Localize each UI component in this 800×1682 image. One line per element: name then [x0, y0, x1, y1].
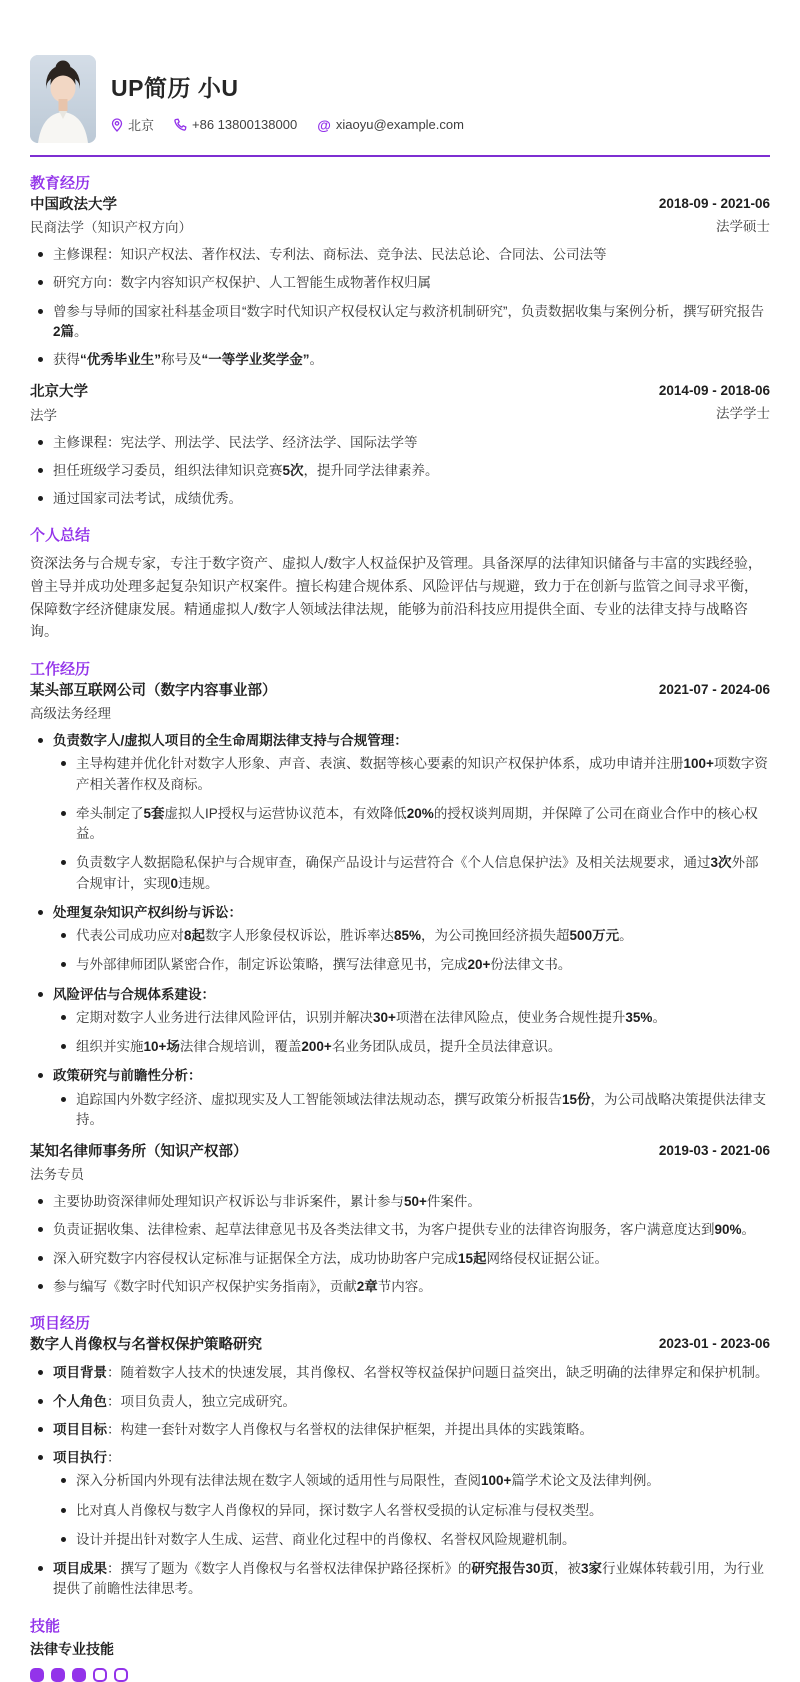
skill-level-dot — [30, 1668, 44, 1682]
education-section-title: 教育经历 — [30, 175, 91, 192]
bullet-text: 。 — [619, 928, 633, 944]
bullet-emphasis: 35% — [625, 1009, 653, 1025]
bullet-item — [30, 433, 770, 453]
skill-items — [30, 1639, 770, 1682]
bullet-text: 。 — [309, 352, 323, 368]
bullet-text: 负责数字人数据隐私保护与合规审查，确保产品设计与运营符合《个人信息保护法》及相关法规要求，通过 — [76, 855, 711, 871]
bullet-text: 比对真人肖像权与数字人肖像权的异同，探讨数字人名誉权受损的认定标准与侵权类型。 — [76, 1502, 603, 1518]
bullet-text: 的授权谈判周期，并保障了公司在商业合作中的核心权益。 — [76, 805, 758, 842]
bullet-text: 虚拟人IP授权与运营协议范本，有效降低 — [164, 805, 407, 821]
skill-level-dot — [72, 1668, 86, 1682]
bullet-list — [30, 731, 770, 1130]
bullet-emphasis: 个人角色 — [53, 1393, 107, 1409]
bullet-text: ，提升同学法律素养。 — [303, 462, 439, 478]
role-title: 法学 — [30, 407, 57, 423]
bullet-item — [53, 1530, 770, 1550]
bullet-text: 。 — [741, 1222, 756, 1238]
candidate-name: UP简历 小U — [111, 75, 239, 101]
bullet-item — [30, 1448, 770, 1468]
bullet-emphasis: 200+ — [301, 1039, 332, 1055]
entry — [30, 682, 770, 1130]
bullet-text: ，为公司战略决策提供法律支持。 — [76, 1091, 767, 1127]
entry-head-left — [30, 1143, 248, 1183]
skill-level-dot — [93, 1668, 107, 1682]
bullet-text: 件案件。 — [426, 1194, 481, 1210]
bullet-item — [30, 1220, 770, 1240]
bullet-item — [30, 1066, 770, 1086]
bullet-emphasis: 15起 — [458, 1250, 487, 1266]
bullet-text: 。 — [74, 323, 88, 339]
bullet-item — [53, 1008, 770, 1028]
location-pin-icon — [111, 118, 123, 132]
bullet-text: 法律合规培训，覆盖 — [179, 1039, 302, 1055]
bullet-text: 曾参与导师的国家社科基金项目“数字时代知识产权侵权认定与救济机制研究”，负责数据收集与案例分析，撰写研究报告 — [53, 303, 764, 319]
bullet-emphasis: 20% — [406, 805, 434, 821]
bullet-text: ，被 — [554, 1561, 582, 1577]
bullet-emphasis: 100+ — [683, 756, 714, 772]
bullet-emphasis: 研究报告30页 — [471, 1561, 555, 1577]
bullet-item — [30, 1249, 770, 1269]
skill-level-dots — [30, 1668, 770, 1682]
bullet-emphasis: 政策研究与前瞻性分析： — [53, 1068, 202, 1084]
bullet-item — [30, 461, 770, 481]
section-summary — [30, 524, 770, 643]
degree-label: 法学硕士 — [716, 218, 770, 234]
bullet-text: ：撰写了题为《数字人肖像权与名誉权法律保护路径探析》的 — [107, 1561, 472, 1577]
bullet-item — [53, 926, 770, 946]
profile-photo — [30, 55, 96, 143]
bullet-emphasis: 10+场 — [143, 1039, 180, 1055]
bullet-text: 深入分析国内外现有法律法规在数字人领域的适用性与局限性，查阅 — [76, 1473, 481, 1489]
bullet-emphasis: 85% — [394, 928, 422, 944]
entry-head — [30, 1336, 770, 1354]
entry-head — [30, 196, 770, 236]
header-info — [111, 55, 464, 143]
bullet-list — [30, 1192, 770, 1297]
work-entries — [30, 682, 770, 1297]
skill-name: 法律专业技能 — [30, 1640, 114, 1657]
bullet-text: ，为公司挽回经济损失超 — [421, 928, 570, 944]
org-name: 某知名律师事务所（知识产权部） — [30, 1144, 248, 1161]
bullet-text: 主导构建并优化针对数字人形象、声音、表演、数据等核心要素的知识产权保护体系，成功申请并注册 — [76, 756, 684, 772]
skill-item — [30, 1639, 770, 1682]
skill-level-dot — [114, 1668, 128, 1682]
resume-header — [30, 0, 770, 143]
bullet-text: 通过国家司法考试，成绩优秀。 — [53, 491, 242, 506]
bullet-emphasis: 500万元 — [569, 928, 620, 944]
bullet-text: 担任班级学习委员，组织法律知识竞赛 — [53, 462, 283, 478]
bullet-emphasis: “优秀毕业生” — [80, 352, 161, 368]
bullet-text: 与外部律师团队紧密合作，制定诉讼策略，撰写法律意见书，完成 — [76, 957, 468, 973]
bullet-list — [30, 245, 770, 370]
bullet-text: 主修课程：宪法学、刑法学、民法学、经济法学、国际法学等 — [53, 434, 418, 450]
bullet-item — [30, 1277, 770, 1297]
bullet-text: 项数字资产相关著作权及商标。 — [76, 756, 768, 792]
bullet-text: 行业媒体转载引用，为行业提供了前瞻性法律思考。 — [53, 1561, 765, 1597]
role-title: 民商法学（知识产权方向） — [30, 220, 192, 236]
section-skills — [30, 1615, 770, 1682]
bullet-item — [30, 350, 770, 370]
bullet-emphasis: 5套 — [143, 805, 165, 821]
entry — [30, 1143, 770, 1297]
bullet-text: 外部合规审计，实现 — [76, 855, 759, 891]
bullet-emphasis: 5次 — [282, 462, 304, 478]
entry — [30, 383, 770, 509]
bullet-text: 深入研究数字内容侵权认定标准与证据保全方法，成功协助客户完成 — [53, 1250, 458, 1266]
bullet-text: 称号及 — [161, 352, 202, 368]
bullet-emphasis: 项目执行 — [53, 1450, 107, 1466]
bullet-item — [53, 754, 770, 795]
bullet-text: 主修课程：知识产权法、著作权法、专利法、商标法、竞争法、民法总论、合同法、公司法等 — [53, 247, 607, 263]
bullet-item — [30, 1392, 770, 1412]
degree-label: 法学学士 — [716, 406, 770, 422]
phone-icon — [174, 118, 187, 131]
bullet-item — [30, 1559, 770, 1600]
entry-head — [30, 383, 770, 423]
date-range: 2014-09 - 2018-06 — [658, 383, 770, 399]
entry-head — [30, 1143, 770, 1183]
bullet-item — [30, 1363, 770, 1383]
bullet-emphasis: 2篇 — [53, 323, 75, 339]
bullet-emphasis: 项目目标 — [53, 1421, 107, 1437]
org-name: 数字人肖像权与名誉权保护策略研究 — [30, 1337, 262, 1354]
entry — [30, 1336, 770, 1599]
bullet-text: 组织并实施 — [76, 1039, 144, 1055]
work-section-title: 工作经历 — [30, 660, 91, 678]
bullet-item — [30, 731, 770, 751]
bullet-item — [30, 985, 770, 1005]
contact-phone-label: +86 13800138000 — [192, 117, 298, 132]
bullet-emphasis: 50+ — [404, 1194, 427, 1210]
bullet-emphasis: 处理复杂知识产权纠纷与诉讼： — [53, 904, 242, 920]
entry-head-left — [30, 682, 277, 722]
profile-photo-illustration — [30, 55, 96, 143]
bullet-text: ：项目负责人，独立完成研究。 — [107, 1393, 296, 1409]
bullet-text: 。 — [652, 1009, 666, 1025]
bullet-text: 项潜在法律风险点，使业务合规性提升 — [395, 1009, 626, 1025]
bullet-text: 名业务团队成员，提升全员法律意识。 — [331, 1039, 562, 1055]
bullet-text: 篇学术论文及法律判例。 — [511, 1473, 660, 1489]
bullet-emphasis: 8起 — [184, 928, 206, 944]
bullet-emphasis: “一等学业奖学金” — [201, 352, 310, 368]
bullet-emphasis: 项目背景 — [53, 1365, 107, 1381]
contact-location — [111, 115, 154, 134]
role-title: 高级法务经理 — [30, 706, 111, 722]
entry — [30, 196, 770, 370]
bullet-item — [53, 1501, 770, 1521]
section-education — [30, 172, 770, 509]
bullet-item — [53, 1471, 770, 1491]
entry-head-left — [30, 383, 88, 423]
bullet-text: 参与编写《数字时代知识产权保护实务指南》，贡献 — [53, 1278, 357, 1294]
bullet-item — [30, 302, 770, 343]
org-name: 中国政法大学 — [30, 197, 117, 213]
bullet-item — [30, 903, 770, 923]
role-title: 法务专员 — [30, 1167, 84, 1183]
contact-location-label: 北京 — [128, 118, 155, 133]
bullet-text: 牵头制定了 — [76, 805, 144, 821]
bullet-text: 数字人形象侵权诉讼，胜诉率达 — [205, 928, 395, 944]
summary-paragraph: 资深法务与合规专家，专注于数字资产、虚拟人/数字人权益保护及管理。具备深厚的法律知识储备与丰富的实践经验，曾主导并成功处理多起复杂知识产权案件。擅长构建合规体系、风险评估与规避，致力于在创新与监管之间寻求平衡，保障数字经济健康发展。精通虚拟人/数字人领域法律法规，能够为前沿科技应用提供全面、专业的法律支持与战略咨询。 — [30, 555, 762, 640]
bullet-item — [30, 1420, 770, 1440]
entry-head-right — [659, 682, 770, 699]
bullet-item — [53, 1090, 770, 1131]
section-projects — [30, 1312, 770, 1599]
bullet-text: 负责证据收集、法律检索、起草法律意见书及各类法律文书，为客户提供专业的法律咨询服务，客户满意度达到 — [53, 1222, 715, 1238]
bullet-text: 追踪国内外数字经济、虚拟现实及人工智能领域法律法规动态，撰写政策分析报告 — [76, 1091, 562, 1107]
date-range: 2023-01 - 2023-06 — [658, 1336, 770, 1352]
bullet-text: 违规。 — [178, 875, 219, 891]
entry-head-left — [30, 196, 192, 236]
skill-level-dot — [51, 1668, 65, 1682]
entry-head-right — [659, 196, 770, 235]
bullet-emphasis: 风险评估与合规体系建设： — [53, 986, 215, 1002]
bullet-text: 主要协助资深律师处理知识产权诉讼与非诉案件，累计参与 — [53, 1194, 404, 1210]
entry-head — [30, 682, 770, 722]
bullet-emphasis: 100+ — [481, 1473, 512, 1489]
bullet-emphasis: 项目成果 — [53, 1561, 107, 1577]
bullet-emphasis: 90% — [714, 1222, 742, 1238]
bullet-text: ：随着数字人技术的快速发展，其肖像权、名誉权等权益保护问题日益突出，缺乏明确的法律界定和保护机制。 — [107, 1365, 769, 1381]
bullet-text: 定期对数字人业务进行法律风险评估，识别并解决 — [76, 1009, 373, 1025]
project-entries — [30, 1336, 770, 1599]
bullet-text: ： — [107, 1450, 121, 1466]
date-range: 2018-09 - 2021-06 — [658, 196, 770, 211]
org-name: 北京大学 — [30, 384, 88, 401]
summary-section-title: 个人总结 — [30, 527, 91, 545]
contact-phone — [174, 117, 297, 132]
bullet-text: 代表公司成功应对 — [76, 928, 184, 944]
bullet-item — [53, 804, 770, 845]
contact-email — [317, 117, 464, 133]
bullet-emphasis: 30+ — [373, 1009, 396, 1025]
bullet-item — [53, 1037, 770, 1057]
date-range: 2021-07 - 2024-06 — [658, 681, 770, 697]
bullet-item — [30, 245, 770, 265]
bullet-text: 设计并提出针对数字人生成、运营、商业化过程中的肖像权、名誉权风险规避机制。 — [76, 1531, 576, 1547]
resume-body — [30, 172, 770, 1682]
date-range: 2019-03 - 2021-06 — [658, 1143, 770, 1159]
bullet-emphasis: 3家 — [581, 1561, 603, 1577]
bullet-item — [53, 955, 770, 975]
skills-section-title: 技能 — [30, 1617, 61, 1635]
bullet-item — [30, 489, 770, 509]
entry-head-right — [659, 1143, 770, 1160]
contact-row — [111, 115, 464, 134]
entry-head-right — [659, 383, 770, 422]
bullet-emphasis: 3次 — [710, 855, 732, 871]
bullet-list — [30, 1363, 770, 1599]
bullet-emphasis: 0 — [170, 875, 179, 891]
entry-head-left — [30, 1336, 262, 1354]
bullet-emphasis: 20+ — [467, 957, 491, 973]
bullet-item — [30, 1192, 770, 1212]
bullet-list — [30, 433, 770, 510]
bullet-text: 份法律文书。 — [490, 957, 572, 973]
bullet-emphasis: 15份 — [562, 1091, 591, 1107]
bullet-item — [53, 853, 770, 894]
at-icon: @ — [317, 116, 331, 133]
header-divider — [30, 155, 770, 157]
bullet-text: ：构建一套针对数字人肖像权与名誉权的法律保护框架，并提出具体的实践策略。 — [107, 1421, 593, 1437]
bullet-emphasis: 2章 — [356, 1278, 378, 1294]
section-work — [30, 658, 770, 1297]
bullet-text: 节内容。 — [377, 1278, 432, 1294]
bullet-text: 网络侵权证据公证。 — [486, 1250, 609, 1266]
entry-head-right — [659, 1336, 770, 1353]
bullet-emphasis: 负责数字人/虚拟人项目的全生命周期法律支持与合规管理： — [53, 733, 408, 749]
bullet-text: 获得 — [53, 352, 80, 368]
projects-section-title: 项目经历 — [30, 1315, 91, 1333]
contact-email-label: xiaoyu@example.com — [335, 117, 464, 132]
bullet-text: 研究方向：数字内容知识产权保护、人工智能生成物著作权归属 — [53, 275, 431, 291]
org-name: 某头部互联网公司（数字内容事业部） — [30, 682, 277, 699]
education-entries — [30, 196, 770, 509]
bullet-item — [30, 273, 770, 293]
